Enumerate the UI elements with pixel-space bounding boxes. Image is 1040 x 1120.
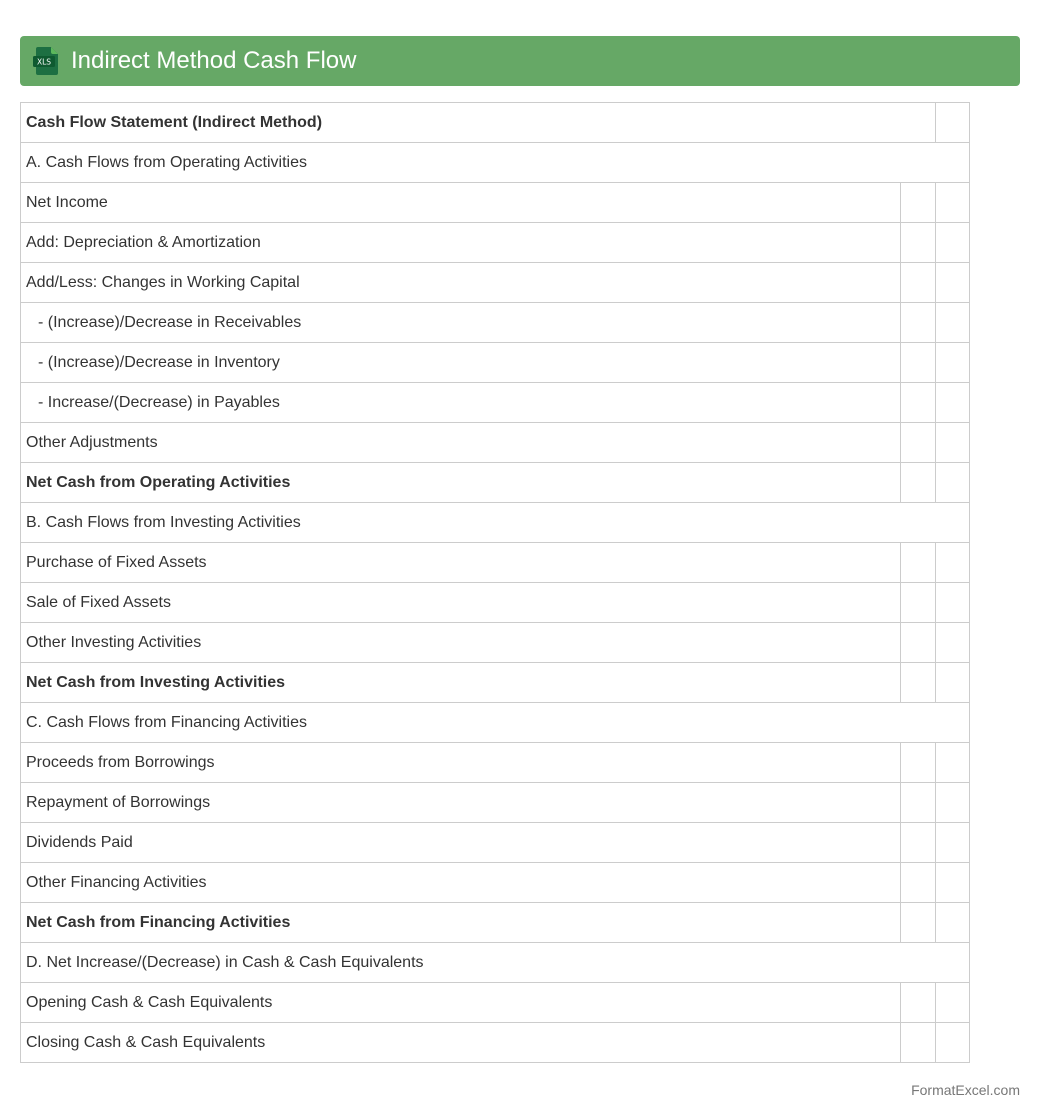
cell-divider [900, 423, 901, 462]
cell-divider [935, 663, 936, 702]
row-label: Add/Less: Changes in Working Capital [26, 274, 300, 291]
cell-divider [935, 263, 936, 302]
table-row [21, 423, 970, 463]
cell-divider [935, 583, 936, 622]
row-label: - (Increase)/Decrease in Inventory [38, 354, 280, 371]
title-banner [20, 36, 1020, 86]
cell-divider [935, 983, 936, 1022]
table-row [21, 383, 970, 423]
row-label: Cash Flow Statement (Indirect Method) [26, 114, 323, 131]
row-label: C. Cash Flows from Financing Activities [26, 714, 307, 731]
table-row [21, 143, 970, 183]
cell-divider [900, 183, 901, 222]
table-row [21, 503, 970, 543]
row-label: Other Financing Activities [26, 874, 207, 891]
cash-flow-table [20, 102, 970, 1063]
table-row [21, 543, 970, 583]
table-row [21, 863, 970, 903]
row-label: Net Cash from Investing Activities [26, 674, 286, 691]
cell-divider [900, 343, 901, 382]
cell-divider [900, 543, 901, 582]
cell-divider [900, 383, 901, 422]
row-label: B. Cash Flows from Investing Activities [26, 514, 301, 531]
cell-divider [900, 303, 901, 342]
row-label: Closing Cash & Cash Equivalents [26, 1034, 266, 1051]
cell-divider [900, 623, 901, 662]
table-row [21, 103, 970, 143]
cell-divider [935, 423, 936, 462]
table-row [21, 823, 970, 863]
table-row [21, 1023, 970, 1063]
cell-divider [935, 1023, 936, 1062]
table-row [21, 623, 970, 663]
cell-divider [900, 463, 901, 502]
cell-divider [935, 103, 936, 142]
row-label: Net Cash from Financing Activities [26, 914, 291, 931]
table-row [21, 183, 970, 223]
row-label: Repayment of Borrowings [26, 794, 211, 811]
table-row [21, 903, 970, 943]
cell-divider [900, 983, 901, 1022]
row-label: D. Net Increase/(Decrease) in Cash & Cash Equivalents [26, 954, 424, 971]
table-row [21, 223, 970, 263]
cell-divider [900, 1023, 901, 1062]
row-label: A. Cash Flows from Operating Activities [26, 154, 307, 171]
row-label: Net Income [26, 194, 108, 211]
table-row [21, 663, 970, 703]
row-label: Other Investing Activities [26, 634, 202, 651]
table-row [21, 583, 970, 623]
cell-divider [935, 383, 936, 422]
cell-divider [900, 863, 901, 902]
footer-credit[interactable]: FormatExcel.com [911, 1082, 1020, 1098]
cell-divider [900, 823, 901, 862]
cell-divider [935, 463, 936, 502]
table-row [21, 983, 970, 1023]
row-label: Proceeds from Borrowings [26, 754, 215, 771]
page-title: Indirect Method Cash Flow [71, 47, 357, 74]
cell-divider [900, 263, 901, 302]
xls-icon-label: XLS [36, 57, 52, 67]
xls-file-icon [32, 46, 60, 76]
row-label: Dividends Paid [26, 834, 133, 851]
cell-divider [900, 583, 901, 622]
cell-divider [900, 903, 901, 942]
cell-divider [935, 343, 936, 382]
table-row [21, 343, 970, 383]
table-row [21, 943, 970, 983]
cell-divider [935, 183, 936, 222]
cell-divider [900, 783, 901, 822]
row-label: Other Adjustments [26, 434, 158, 451]
row-label: - (Increase)/Decrease in Receivables [38, 314, 302, 331]
cell-divider [935, 823, 936, 862]
table-row [21, 463, 970, 503]
row-label: Purchase of Fixed Assets [26, 554, 207, 571]
row-label: Opening Cash & Cash Equivalents [26, 994, 273, 1011]
table-row [21, 783, 970, 823]
row-label: Net Cash from Operating Activities [26, 474, 291, 491]
cell-divider [935, 783, 936, 822]
row-label: - Increase/(Decrease) in Payables [38, 394, 280, 411]
cell-divider [935, 543, 936, 582]
cell-divider [935, 223, 936, 262]
row-label: Sale of Fixed Assets [26, 594, 171, 611]
row-label: Add: Depreciation & Amortization [26, 234, 261, 251]
table-row [21, 303, 970, 343]
table-row [21, 263, 970, 303]
cell-divider [900, 743, 901, 782]
cell-divider [935, 863, 936, 902]
cell-divider [900, 223, 901, 262]
table-row [21, 743, 970, 783]
cell-divider [900, 663, 901, 702]
cell-divider [935, 903, 936, 942]
table-row [21, 703, 970, 743]
cell-divider [935, 303, 936, 342]
cell-divider [935, 623, 936, 662]
cell-divider [935, 743, 936, 782]
